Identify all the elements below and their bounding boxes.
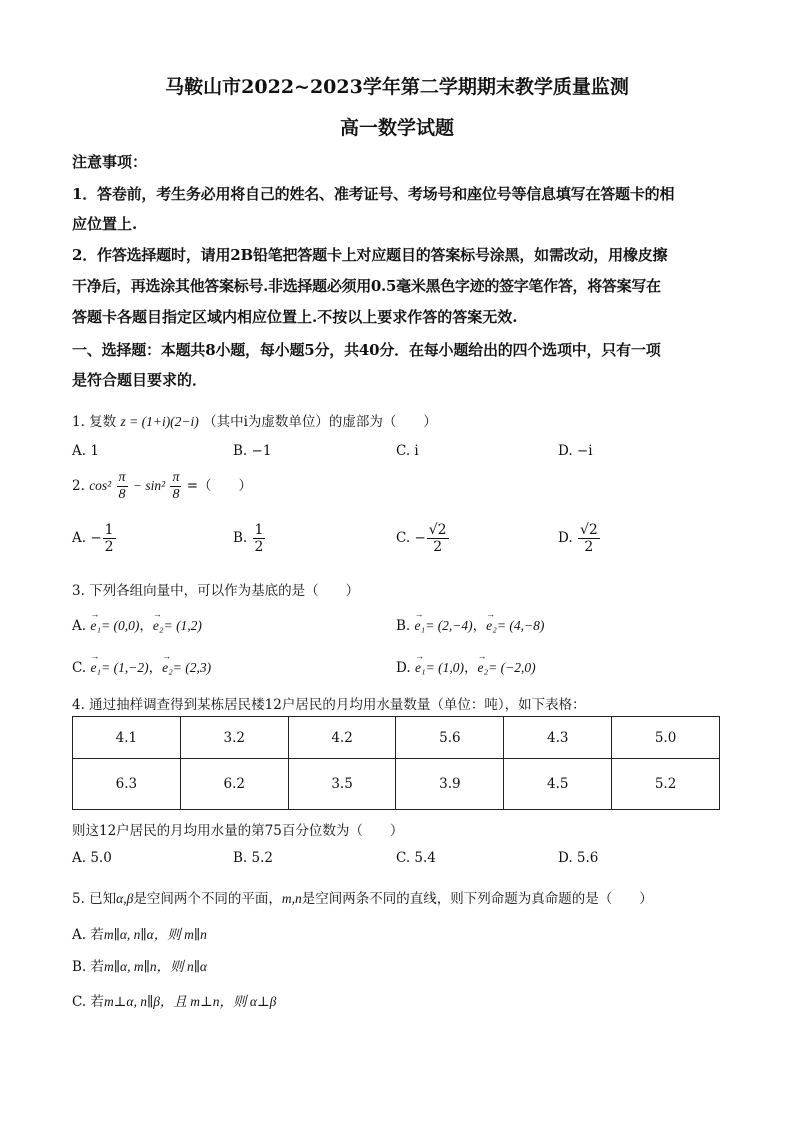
table-cell: 3.2 — [180, 717, 288, 759]
section1-line2: 是符合题目要求的． — [72, 371, 208, 389]
notes-item1-line1: 1．答卷前，考生务必用将自己的姓名、准考证号、考场号和座位号等信息填写在答题卡的相 — [72, 185, 675, 203]
q2-fraction-2: $\frac{\pi}{8}$ — [172, 470, 180, 502]
q1-option-b: B. −1 — [233, 443, 272, 459]
table-cell: 4.2 — [288, 717, 396, 759]
water-usage-table — [72, 716, 720, 810]
table-cell: 6.2 — [180, 759, 288, 810]
table-cell: 4.3 — [504, 717, 612, 759]
section1-line1: 一、选择题：本题共8小题，每小题5分，共40分．在每小题给出的四个选项中，只有一项 — [72, 341, 661, 359]
table-cell: 6.3 — [73, 759, 181, 810]
q5-option-c: C. 若m⊥α, n∥β，且 m⊥n，则 α⊥β — [72, 994, 277, 1010]
q3-option-b: B. → e₁= (2,−4)，→ e₂= (4,−8) — [396, 614, 544, 634]
notes-heading: 注意事项： — [72, 153, 148, 171]
q2-option-b: B. $\frac{1}{2}$ — [233, 522, 264, 555]
q3-option-a: A. → e₁= (0,0)，→ e₂= (1,2) — [72, 614, 202, 634]
table-cell: 3.5 — [288, 759, 396, 810]
q1-option-d: D. −i — [558, 443, 593, 459]
q1-option-a: A. 1 — [72, 443, 99, 459]
table-cell: 5.6 — [396, 717, 504, 759]
table-cell: 5.0 — [612, 717, 720, 759]
q2-cos: cos² — [89, 478, 112, 493]
notes-item2-line1: 2．作答选择题时，请用2B铅笔把答题卡上对应题目的答案标号涂黑，如需改动，用橡皮擦 — [72, 246, 668, 264]
q3-stem: 3. 下列各组向量中，可以作为基底的是（ ） — [72, 583, 360, 599]
exam-title: 马鞍山市2022~2023学年第二学期期末教学质量监测 — [165, 76, 629, 98]
q4-option-b: B. 5.2 — [233, 850, 273, 866]
q1-stem — [72, 410, 437, 430]
q2-stem — [72, 470, 252, 503]
q1-option-c: C. i — [396, 443, 419, 459]
notes-item2-line2: 干净后，再选涂其他答案标号.非选择题必须用0.5毫米黑色字迹的签字笔作答，将答案写在 — [72, 277, 661, 295]
q2-fraction-1: $\frac{\pi}{8}$ — [118, 470, 126, 502]
q2-prefix: 2. — [72, 478, 85, 494]
q5-stem: 5. 已知α,β是空间两个不同的平面，m,n是空间两条不同的直线，则下列命题为真命题的是（ ） — [72, 891, 653, 907]
q4-stem: 4. 通过抽样调查得到某栋居民楼12户居民的月均用水量数量（单位：吨），如下表格： — [72, 697, 586, 713]
q4-option-d: D. 5.6 — [558, 850, 599, 866]
q2-suffix: =（ ） — [186, 478, 253, 494]
q3-option-d: D. → e₁= (1,0)，→ e₂= (−2,0) — [396, 656, 536, 676]
q1-suffix: （其中i为虚数单位）的虚部为（ ） — [203, 414, 437, 430]
q2-option-a: A. − $\frac{1}{2}$ — [72, 522, 114, 555]
notes-item1-line2: 应位置上. — [72, 215, 138, 233]
table-cell: 3.9 — [396, 759, 504, 810]
q2-option-d: D. $\frac{√2}{2}$ — [558, 522, 598, 555]
q5-option-a: A. 若m∥α, n∥α，则 m∥n — [72, 927, 207, 943]
q3-option-c: C. → e₁= (1,−2)，→ e₂= (2,3) — [72, 656, 211, 676]
exam-subtitle: 高一数学试题 — [339, 117, 454, 139]
q4-question: 则这12户居民的月均用水量的第75百分位数为（ ） — [72, 823, 404, 839]
q1-prefix: 1. 复数 — [72, 414, 117, 430]
q4-option-a: A. 5.0 — [72, 850, 112, 866]
table-cell: 5.2 — [612, 759, 720, 810]
q5-option-b: B. 若m∥α, m∥n，则 n∥α — [72, 959, 208, 975]
q2-sin: − sin² — [132, 478, 166, 493]
table-row — [73, 717, 720, 759]
table-cell: 4.1 — [73, 717, 181, 759]
q4-option-c: C. 5.4 — [396, 850, 436, 866]
table-cell: 4.5 — [504, 759, 612, 810]
table-row — [73, 759, 720, 810]
q1-formula: z = (1+i)(2−i) — [120, 414, 199, 429]
q2-option-c: C. − $\frac{√2}{2}$ — [396, 522, 447, 555]
notes-item2-line3: 答题卡各题目指定区域内相应位置上.不按以上要求作答的答案无效. — [72, 308, 518, 326]
